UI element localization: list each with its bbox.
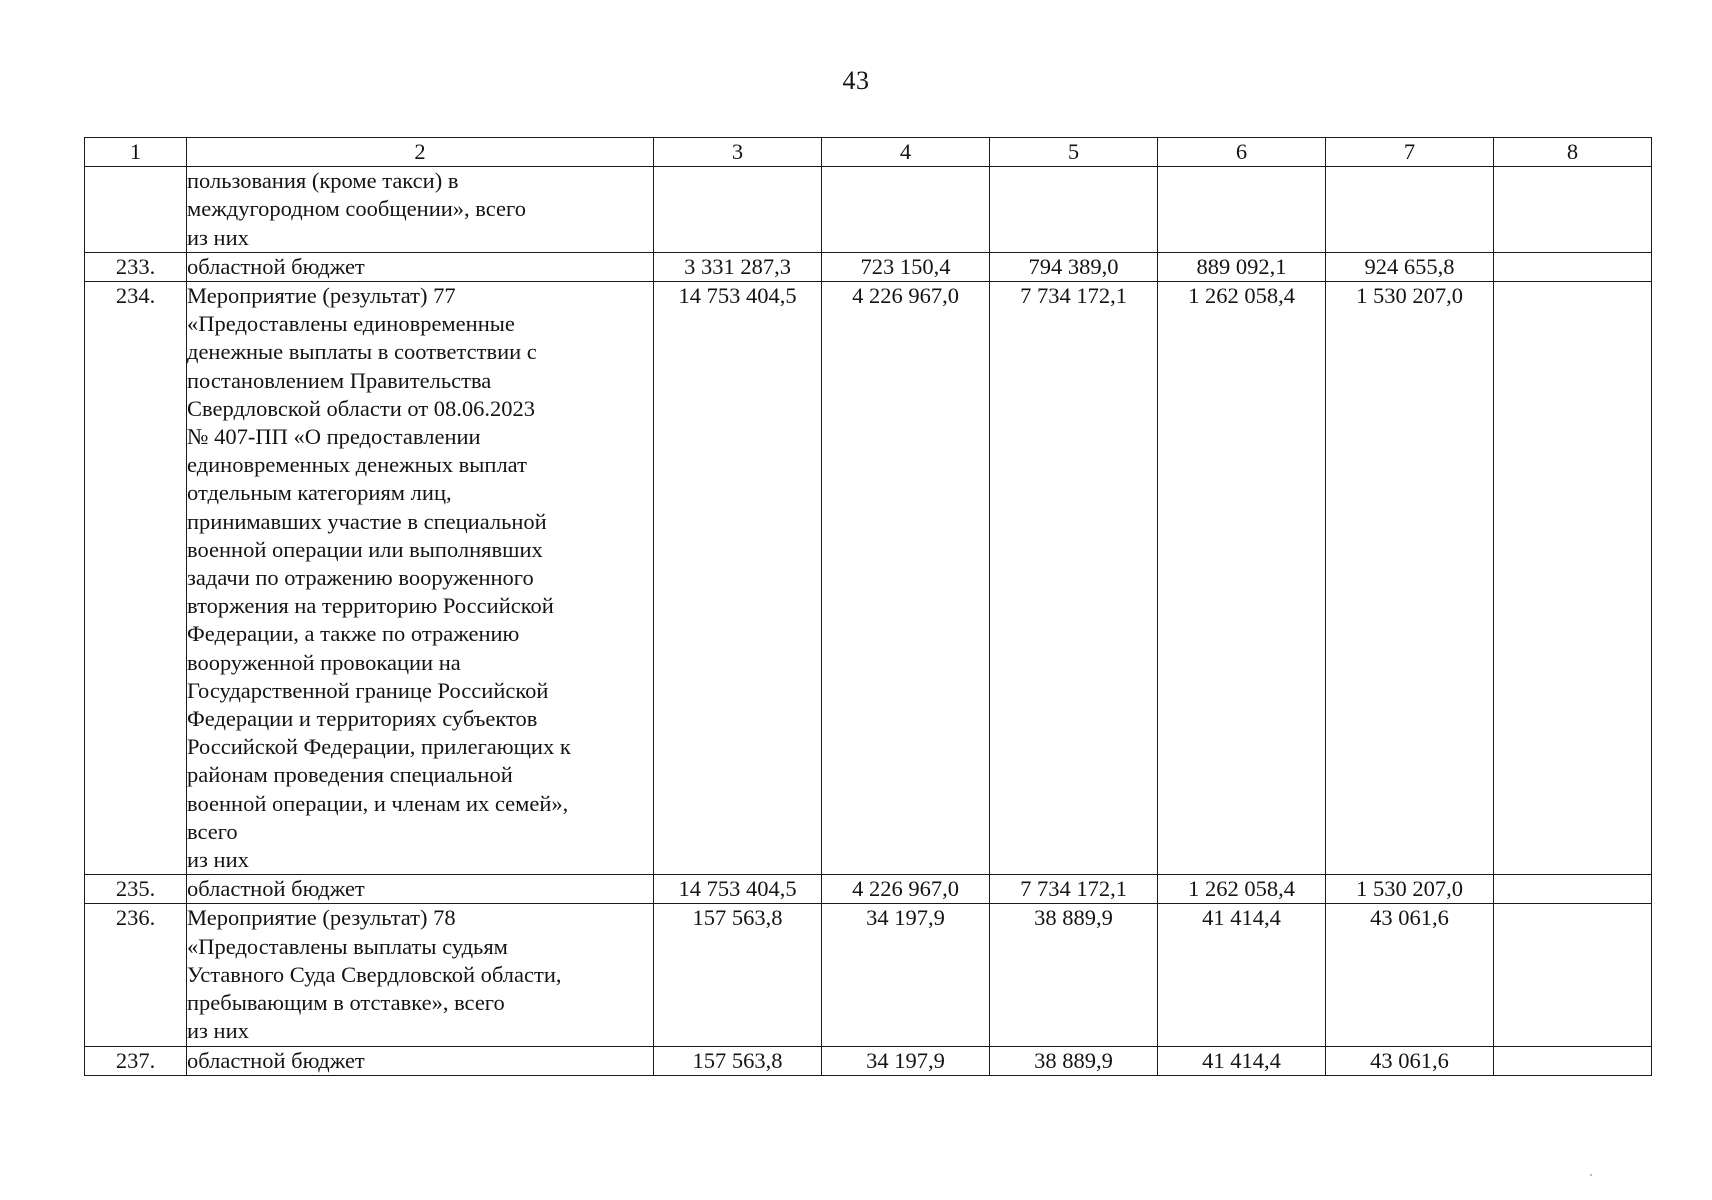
value-cell-col4: 34 197,9 (822, 904, 990, 1046)
value-cell-col7: 43 061,6 (1326, 904, 1494, 1046)
value-cell-col7: 43 061,6 (1326, 1046, 1494, 1075)
description-line: принимавших участие в специальной (187, 508, 547, 534)
value-cell-col6 (1158, 167, 1326, 253)
description-line: районам проведения специальной (187, 762, 513, 788)
value-cell-col4: 34 197,9 (822, 1046, 990, 1075)
value-cell-col6: 1 262 058,4 (1158, 875, 1326, 904)
value-cell-col3 (654, 167, 822, 253)
description-line: «Предоставлены выплаты судьям (187, 933, 508, 959)
value-cell-col5 (990, 167, 1158, 253)
table-row (85, 252, 1652, 281)
value-cell-col8 (1494, 252, 1652, 281)
description-line: Мероприятие (результат) 77 (187, 283, 456, 309)
row-number-cell: 236. (85, 904, 187, 1046)
column-header: 3 (654, 138, 822, 167)
description-line: областной бюджет (187, 1047, 365, 1073)
column-header: 5 (990, 138, 1158, 167)
table-header-row (85, 138, 1652, 167)
value-cell-col3: 14 753 404,5 (654, 875, 822, 904)
description-line: «Предоставлены единовременные (187, 311, 515, 337)
value-cell-col7: 1 530 207,0 (1326, 282, 1494, 875)
description-cell (187, 167, 654, 253)
description-line: военной операции, и членам их семей», (187, 790, 569, 816)
page-number: 43 (842, 66, 870, 95)
description-line: областной бюджет (187, 876, 365, 902)
value-cell-col4: 4 226 967,0 (822, 875, 990, 904)
description-line: единовременных денежных выплат (187, 452, 527, 478)
value-cell-col7: 924 655,8 (1326, 252, 1494, 281)
description-line: вооруженной провокации на (187, 649, 461, 675)
value-cell-col8 (1494, 167, 1652, 253)
description-cell (187, 252, 654, 281)
value-cell-col7 (1326, 167, 1494, 253)
description-line: пребывающим в отставке», всего (187, 990, 505, 1016)
value-cell-col5: 38 889,9 (990, 1046, 1158, 1075)
value-cell-col5: 7 734 172,1 (990, 282, 1158, 875)
value-cell-col3: 3 331 287,3 (654, 252, 822, 281)
value-cell-col8 (1494, 875, 1652, 904)
value-cell-col8 (1494, 1046, 1652, 1075)
description-line: из них (187, 847, 249, 873)
value-cell-col4: 4 226 967,0 (822, 282, 990, 875)
value-cell-col5: 794 389,0 (990, 252, 1158, 281)
description-line: задачи по отражению вооруженного (187, 565, 534, 591)
description-cell (187, 875, 654, 904)
value-cell-col5: 38 889,9 (990, 904, 1158, 1046)
column-header: 1 (85, 138, 187, 167)
row-number-cell (85, 167, 187, 253)
description-line: военной операции или выполнявших (187, 536, 543, 562)
description-line: Уставного Суда Свердловской области, (187, 961, 562, 987)
description-line: постановлением Правительства (187, 367, 492, 393)
value-cell-col3: 157 563,8 (654, 904, 822, 1046)
description-line: пользования (кроме такси) в (187, 168, 459, 194)
description-cell (187, 1046, 654, 1075)
description-line: из них (187, 1018, 249, 1044)
description-line: всего (187, 818, 238, 844)
table-row (85, 282, 1652, 875)
row-number-cell: 235. (85, 875, 187, 904)
table-row (85, 875, 1652, 904)
description-line: Федерации, а также по отражению (187, 621, 520, 647)
value-cell-col8 (1494, 904, 1652, 1046)
column-header: 2 (187, 138, 654, 167)
description-cell (187, 904, 654, 1046)
table-row (85, 167, 1652, 253)
value-cell-col6: 41 414,4 (1158, 1046, 1326, 1075)
description-line: междугородном сообщении», всего (187, 196, 526, 222)
description-line: из них (187, 224, 249, 250)
description-line: Государственной границе Российской (187, 677, 549, 703)
value-cell-col6: 889 092,1 (1158, 252, 1326, 281)
budget-table (84, 137, 1652, 1076)
column-header: 6 (1158, 138, 1326, 167)
description-line: вторжения на территорию Российской (187, 593, 554, 619)
description-line: № 407-ПП «О предоставлении (187, 424, 481, 450)
description-line: областной бюджет (187, 253, 365, 279)
row-number-cell: 234. (85, 282, 187, 875)
value-cell-col6: 41 414,4 (1158, 904, 1326, 1046)
column-header: 4 (822, 138, 990, 167)
description-line: Федерации и территориях субъектов (187, 706, 538, 732)
value-cell-col3: 14 753 404,5 (654, 282, 822, 875)
table-row (85, 1046, 1652, 1075)
description-line: Мероприятие (результат) 78 (187, 905, 456, 931)
value-cell-col5: 7 734 172,1 (990, 875, 1158, 904)
description-line: Российской Федерации, прилегающих к (187, 734, 571, 760)
description-cell (187, 282, 654, 875)
description-line: отдельным категориям лиц, (187, 480, 452, 506)
value-cell-col3: 157 563,8 (654, 1046, 822, 1075)
value-cell-col8 (1494, 282, 1652, 875)
value-cell-col4 (822, 167, 990, 253)
table-row (85, 904, 1652, 1046)
value-cell-col6: 1 262 058,4 (1158, 282, 1326, 875)
column-header: 7 (1326, 138, 1494, 167)
row-number-cell: 237. (85, 1046, 187, 1075)
description-line: Свердловской области от 08.06.2023 (187, 395, 536, 421)
description-line: денежные выплаты в соответствии с (187, 339, 537, 365)
scan-speck (1590, 1174, 1592, 1176)
row-number-cell: 233. (85, 252, 187, 281)
value-cell-col7: 1 530 207,0 (1326, 875, 1494, 904)
value-cell-col4: 723 150,4 (822, 252, 990, 281)
column-header: 8 (1494, 138, 1652, 167)
